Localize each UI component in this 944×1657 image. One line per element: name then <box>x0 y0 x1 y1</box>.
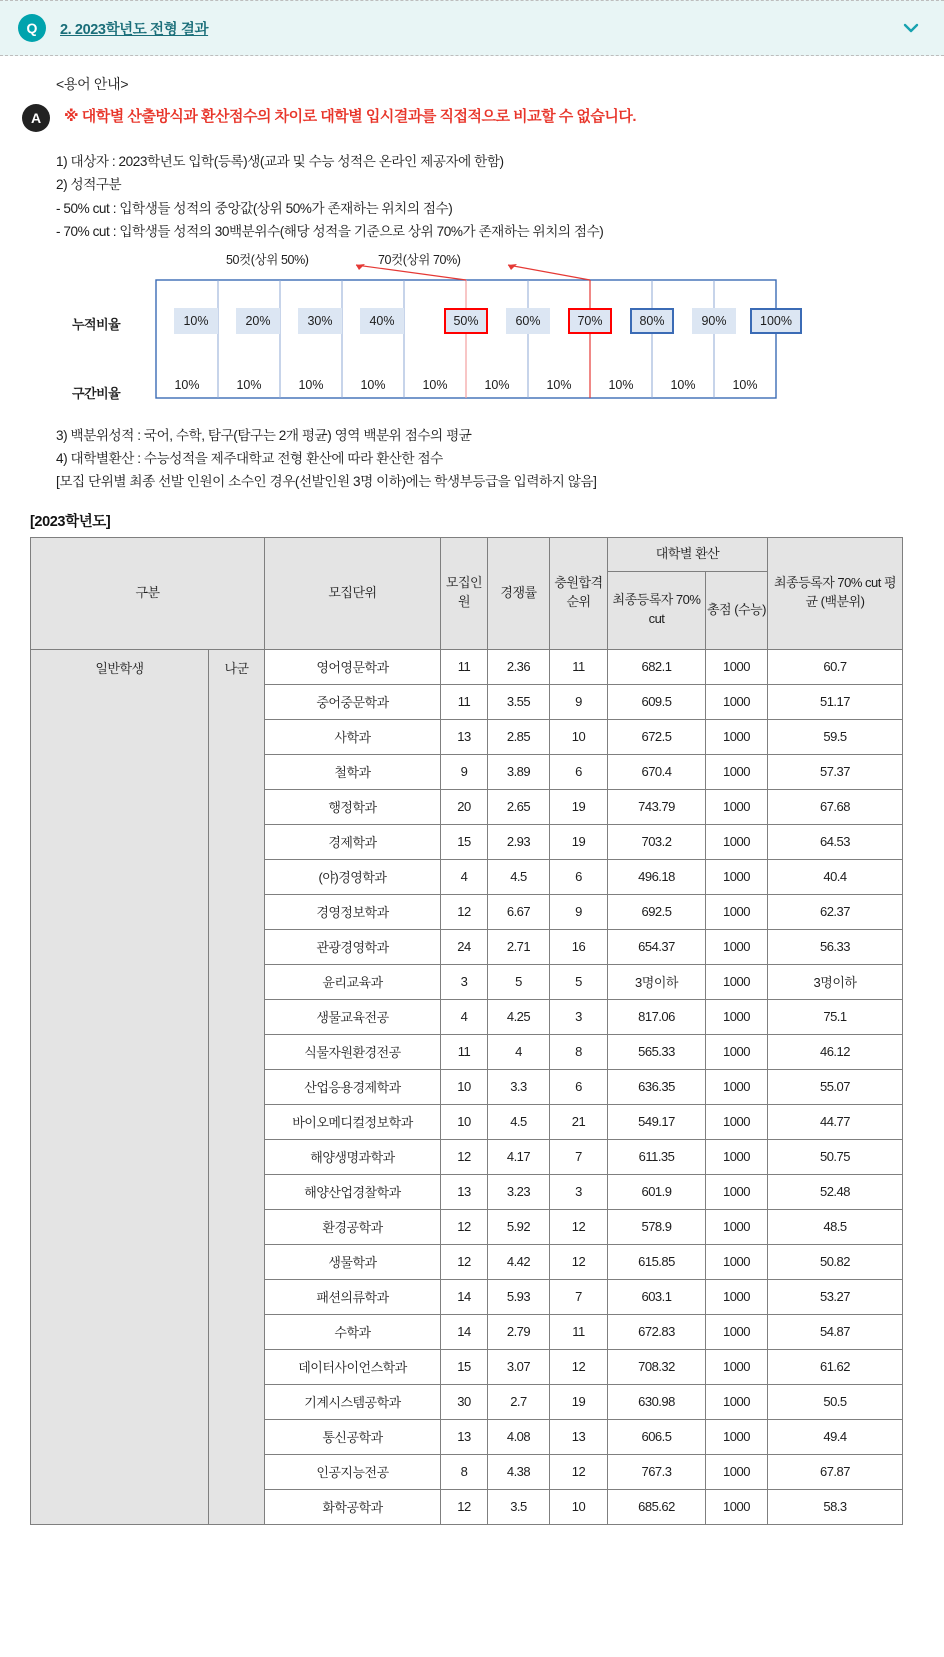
warning-text: ※ 대학별 산출방식과 환산점수의 차이로 대학별 입시결과를 직접적으로 비교할 수 없습니다. <box>64 108 637 125</box>
cell-capacity: 11 <box>441 684 488 719</box>
th-conversion-group: 대학별 환산 <box>608 537 768 571</box>
cell-percentile: 62.37 <box>768 894 903 929</box>
cell-fill-rank: 19 <box>550 789 608 824</box>
cell-unit: 철학과 <box>265 754 441 789</box>
cell-unit: 중어중문학과 <box>265 684 441 719</box>
th-gubun: 구분 <box>31 537 265 649</box>
cell-unit: 관광경영학과 <box>265 929 441 964</box>
cell-percentile: 49.4 <box>768 1419 903 1454</box>
cell-total: 1000 <box>706 719 768 754</box>
cell-fill-rank: 19 <box>550 824 608 859</box>
cell-cut70: 549.17 <box>608 1104 706 1139</box>
cell-capacity: 11 <box>441 649 488 684</box>
note-line: 2) 성적구분 <box>56 177 122 193</box>
cell-capacity: 14 <box>441 1314 488 1349</box>
cell-cut70: 743.79 <box>608 789 706 824</box>
cell-percentile: 56.33 <box>768 929 903 964</box>
cell-fill-rank: 13 <box>550 1419 608 1454</box>
cell-percentile: 64.53 <box>768 824 903 859</box>
answer-badge: A <box>22 104 50 132</box>
segment-cell: 10% <box>608 377 634 392</box>
segment-cell: 10% <box>484 377 510 392</box>
cell-percentile: 40.4 <box>768 859 903 894</box>
cell-capacity: 13 <box>441 1174 488 1209</box>
cell-fill-rank: 6 <box>550 1069 608 1104</box>
cell-ratio: 5 <box>488 964 550 999</box>
table-head <box>31 537 903 649</box>
cell-total: 1000 <box>706 964 768 999</box>
cell-total: 1000 <box>706 1349 768 1384</box>
cell-ratio: 4.38 <box>488 1454 550 1489</box>
cell-total: 1000 <box>706 1174 768 1209</box>
cell-total: 1000 <box>706 929 768 964</box>
cell-ratio: 4.25 <box>488 999 550 1034</box>
cell-total: 1000 <box>706 754 768 789</box>
cell-percentile: 52.48 <box>768 1174 903 1209</box>
cell-percentile: 44.77 <box>768 1104 903 1139</box>
note-line: - 70% cut : 입학생들 성적의 30백분위수(해당 성적을 기준으로 상위 70%가 존재하는 위치의 점수) <box>56 224 604 240</box>
cell-total: 1000 <box>706 1384 768 1419</box>
cell-total: 1000 <box>706 1314 768 1349</box>
cell-unit: 생물학과 <box>265 1244 441 1279</box>
accordion-header[interactable] <box>0 0 944 56</box>
cell-fill-rank: 11 <box>550 1314 608 1349</box>
cell-capacity: 15 <box>441 1349 488 1384</box>
cell-percentile: 67.68 <box>768 789 903 824</box>
cell-cut70: 609.5 <box>608 684 706 719</box>
cell-ratio: 3.3 <box>488 1069 550 1104</box>
cell-ratio: 4.08 <box>488 1419 550 1454</box>
cell-ratio: 2.36 <box>488 649 550 684</box>
cell-percentile: 57.37 <box>768 754 903 789</box>
cell-unit: 바이오메디컬정보학과 <box>265 1104 441 1139</box>
segment-cell: 10% <box>236 377 262 392</box>
cell-percentile: 46.12 <box>768 1034 903 1069</box>
cell-fill-rank: 11 <box>550 649 608 684</box>
cell-ratio: 5.93 <box>488 1279 550 1314</box>
cell-capacity: 30 <box>441 1384 488 1419</box>
cell-ratio: 4.5 <box>488 859 550 894</box>
cell-total: 1000 <box>706 1279 768 1314</box>
cell-ratio: 6.67 <box>488 894 550 929</box>
cell-total: 1000 <box>706 1104 768 1139</box>
cell-percentile: 60.7 <box>768 649 903 684</box>
cell-unit: 수학과 <box>265 1314 441 1349</box>
segment-cell: 10% <box>546 377 572 392</box>
label-cumulative-ratio: 누적비율 <box>72 316 121 332</box>
cell-capacity: 10 <box>441 1104 488 1139</box>
cell-fill-rank: 5 <box>550 964 608 999</box>
cell-capacity: 9 <box>441 754 488 789</box>
cell-ratio: 3.89 <box>488 754 550 789</box>
year-title: [2023학년도] <box>30 513 111 530</box>
cell-fill-rank: 9 <box>550 894 608 929</box>
cell-fill-rank: 10 <box>550 1489 608 1524</box>
accordion-body <box>0 56 944 1525</box>
cell-unit: 행정학과 <box>265 789 441 824</box>
cell-percentile: 50.5 <box>768 1384 903 1419</box>
chevron-down-icon[interactable] <box>900 17 922 39</box>
cell-unit: 생물교육전공 <box>265 999 441 1034</box>
cell-total: 1000 <box>706 1419 768 1454</box>
cell-fill-rank: 7 <box>550 1279 608 1314</box>
cumulative-cell: 90% <box>692 308 736 334</box>
cumulative-cell: 10% <box>174 308 218 334</box>
cell-unit: 통신공학과 <box>265 1419 441 1454</box>
cell-capacity: 15 <box>441 824 488 859</box>
cumulative-cell: 60% <box>506 308 550 334</box>
table-row <box>31 649 903 684</box>
cell-unit: 경영정보학과 <box>265 894 441 929</box>
cumulative-cell-80: 80% <box>630 308 674 334</box>
cell-cut70: 654.37 <box>608 929 706 964</box>
cell-cut70: 817.06 <box>608 999 706 1034</box>
cell-unit: 데이터사이언스학과 <box>265 1349 441 1384</box>
question-badge: Q <box>18 14 46 42</box>
page-title[interactable]: 2. 2023학년도 전형 결과 <box>60 21 209 38</box>
answer-row <box>22 104 922 132</box>
cell-unit: 사학과 <box>265 719 441 754</box>
cell-gubun: 일반학생 <box>31 649 209 1524</box>
note-line: - 50% cut : 입학생들 성적의 중앙값(상위 50%가 존재하는 위치의 점수) <box>56 200 453 216</box>
cell-capacity: 8 <box>441 1454 488 1489</box>
cell-capacity: 24 <box>441 929 488 964</box>
cell-total: 1000 <box>706 1489 768 1524</box>
cell-capacity: 13 <box>441 1419 488 1454</box>
cell-fill-rank: 3 <box>550 1174 608 1209</box>
cell-percentile: 67.87 <box>768 1454 903 1489</box>
segment-cell: 10% <box>174 377 200 392</box>
cell-unit: (야)경영학과 <box>265 859 441 894</box>
cell-total: 1000 <box>706 1069 768 1104</box>
cell-percentile: 75.1 <box>768 999 903 1034</box>
cell-total: 1000 <box>706 789 768 824</box>
cumulative-cell-50: 50% <box>444 308 488 334</box>
cell-total: 1000 <box>706 1209 768 1244</box>
table-body <box>31 649 903 1524</box>
segment-cell: 10% <box>670 377 696 392</box>
cell-fill-rank: 12 <box>550 1209 608 1244</box>
cell-fill-rank: 6 <box>550 859 608 894</box>
th-final-registered: 최종등록자 70% cut 평균 (백분위) <box>768 537 903 649</box>
segment-cell: 10% <box>422 377 448 392</box>
cell-percentile: 53.27 <box>768 1279 903 1314</box>
cell-unit: 경제학과 <box>265 824 441 859</box>
cumulative-cell-70: 70% <box>568 308 612 334</box>
cell-percentile: 54.87 <box>768 1314 903 1349</box>
cell-unit: 화학공학과 <box>265 1489 441 1524</box>
cumulative-cell: 40% <box>360 308 404 334</box>
cell-cut70: 615.85 <box>608 1244 706 1279</box>
cell-group-band: 나군 <box>209 649 265 1524</box>
cell-percentile: 50.82 <box>768 1244 903 1279</box>
cell-fill-rank: 19 <box>550 1384 608 1419</box>
cell-total: 1000 <box>706 824 768 859</box>
cell-cut70: 682.1 <box>608 649 706 684</box>
segment-cell: 10% <box>732 377 758 392</box>
cell-percentile: 58.3 <box>768 1489 903 1524</box>
th-conversion-70cut: 최종등록자 70% cut <box>608 571 706 649</box>
diagram-frame-svg <box>56 250 796 420</box>
cell-percentile: 55.07 <box>768 1069 903 1104</box>
cell-fill-rank: 7 <box>550 1139 608 1174</box>
cell-capacity: 12 <box>441 1209 488 1244</box>
cell-unit: 식물자원환경전공 <box>265 1034 441 1069</box>
cell-percentile: 48.5 <box>768 1209 903 1244</box>
th-unit: 모집단위 <box>265 537 441 649</box>
cell-capacity: 4 <box>441 859 488 894</box>
cell-fill-rank: 9 <box>550 684 608 719</box>
cell-ratio: 4 <box>488 1034 550 1069</box>
segment-cell: 10% <box>298 377 324 392</box>
cell-ratio: 2.93 <box>488 824 550 859</box>
cell-fill-rank: 8 <box>550 1034 608 1069</box>
cell-total: 1000 <box>706 894 768 929</box>
cell-cut70: 708.32 <box>608 1349 706 1384</box>
note-line: 3) 백분위성적 : 국어, 수학, 탐구(탐구는 2개 평균) 영역 백분위 점수의 평균 <box>56 427 472 443</box>
cell-total: 1000 <box>706 649 768 684</box>
cell-capacity: 12 <box>441 1244 488 1279</box>
cell-ratio: 4.42 <box>488 1244 550 1279</box>
cell-unit: 영어영문학과 <box>265 649 441 684</box>
cell-capacity: 10 <box>441 1069 488 1104</box>
cell-cut70: 565.33 <box>608 1034 706 1069</box>
cell-cut70: 496.18 <box>608 859 706 894</box>
cell-capacity: 3 <box>441 964 488 999</box>
cell-total: 1000 <box>706 684 768 719</box>
cell-capacity: 14 <box>441 1279 488 1314</box>
cell-capacity: 12 <box>441 1489 488 1524</box>
cell-ratio: 2.65 <box>488 789 550 824</box>
cumulative-cell-100: 100% <box>750 308 802 334</box>
cell-capacity: 20 <box>441 789 488 824</box>
cell-percentile: 3명이하 <box>768 964 903 999</box>
cell-fill-rank: 3 <box>550 999 608 1034</box>
th-conversion-total: 총점 (수능) <box>706 571 768 649</box>
cell-capacity: 13 <box>441 719 488 754</box>
cumulative-cell: 30% <box>298 308 342 334</box>
segment-cell: 10% <box>360 377 386 392</box>
cell-fill-rank: 21 <box>550 1104 608 1139</box>
admission-results-table <box>30 537 903 1525</box>
term-guide-label: <용어 안내> <box>56 76 129 92</box>
cell-capacity: 11 <box>441 1034 488 1069</box>
cell-capacity: 12 <box>441 1139 488 1174</box>
notes-top <box>56 150 922 244</box>
callout-70cut: 70컷(상위 70%) <box>378 252 461 267</box>
cell-ratio: 4.5 <box>488 1104 550 1139</box>
cell-cut70: 692.5 <box>608 894 706 929</box>
header-row-1 <box>31 537 903 571</box>
cell-total: 1000 <box>706 1034 768 1069</box>
note-line: 4) 대학별환산 : 수능성적을 제주대학교 전형 환산에 따라 환산한 점수 <box>56 450 443 466</box>
cell-percentile: 51.17 <box>768 684 903 719</box>
cell-total: 1000 <box>706 1454 768 1489</box>
cell-unit: 해양생명과학과 <box>265 1139 441 1174</box>
cell-ratio: 3.23 <box>488 1174 550 1209</box>
cell-cut70: 603.1 <box>608 1279 706 1314</box>
cell-total: 1000 <box>706 1139 768 1174</box>
th-capacity: 모집인원 <box>441 537 488 649</box>
cell-unit: 환경공학과 <box>265 1209 441 1244</box>
th-ratio: 경쟁률 <box>488 537 550 649</box>
percentile-diagram <box>56 250 796 420</box>
cell-ratio: 3.5 <box>488 1489 550 1524</box>
notes-bottom <box>56 424 922 494</box>
cell-total: 1000 <box>706 859 768 894</box>
cell-ratio: 3.07 <box>488 1349 550 1384</box>
cell-unit: 패션의류학과 <box>265 1279 441 1314</box>
cell-ratio: 2.79 <box>488 1314 550 1349</box>
callout-50cut: 50컷(상위 50%) <box>226 252 309 267</box>
cell-total: 1000 <box>706 1244 768 1279</box>
cell-percentile: 59.5 <box>768 719 903 754</box>
cell-ratio: 5.92 <box>488 1209 550 1244</box>
cell-cut70: 636.35 <box>608 1069 706 1104</box>
cell-unit: 기계시스템공학과 <box>265 1384 441 1419</box>
cell-fill-rank: 16 <box>550 929 608 964</box>
note-line: 1) 대상자 : 2023학년도 입학(등록)생(교과 및 수능 성적은 온라인 제공자에 한함) <box>56 154 504 169</box>
cell-ratio: 2.7 <box>488 1384 550 1419</box>
cell-fill-rank: 12 <box>550 1454 608 1489</box>
cell-fill-rank: 6 <box>550 754 608 789</box>
cell-ratio: 3.55 <box>488 684 550 719</box>
cell-cut70: 606.5 <box>608 1419 706 1454</box>
cell-cut70: 703.2 <box>608 824 706 859</box>
cell-capacity: 12 <box>441 894 488 929</box>
label-segment-ratio: 구간비율 <box>72 385 121 401</box>
cell-cut70: 767.3 <box>608 1454 706 1489</box>
cell-percentile: 50.75 <box>768 1139 903 1174</box>
cell-ratio: 2.71 <box>488 929 550 964</box>
cell-cut70: 672.83 <box>608 1314 706 1349</box>
cell-unit: 인공지능전공 <box>265 1454 441 1489</box>
cell-ratio: 4.17 <box>488 1139 550 1174</box>
cell-cut70: 672.5 <box>608 719 706 754</box>
cell-ratio: 2.85 <box>488 719 550 754</box>
cell-percentile: 61.62 <box>768 1349 903 1384</box>
cell-cut70: 578.9 <box>608 1209 706 1244</box>
cell-cut70: 630.98 <box>608 1384 706 1419</box>
cell-fill-rank: 10 <box>550 719 608 754</box>
cell-cut70: 601.9 <box>608 1174 706 1209</box>
cell-cut70: 3명이하 <box>608 964 706 999</box>
cell-unit: 윤리교육과 <box>265 964 441 999</box>
cell-capacity: 4 <box>441 999 488 1034</box>
th-fill-rank: 충원합격순위 <box>550 537 608 649</box>
cell-unit: 해양산업경찰학과 <box>265 1174 441 1209</box>
cell-cut70: 611.35 <box>608 1139 706 1174</box>
cell-cut70: 670.4 <box>608 754 706 789</box>
cell-fill-rank: 12 <box>550 1349 608 1384</box>
cell-cut70: 685.62 <box>608 1489 706 1524</box>
cell-unit: 산업응용경제학과 <box>265 1069 441 1104</box>
note-line: [모집 단위별 최종 선발 인원이 소수인 경우(선발인원 3명 이하)에는 학생부등급을 입력하지 않음] <box>56 474 597 490</box>
cell-fill-rank: 12 <box>550 1244 608 1279</box>
cell-total: 1000 <box>706 999 768 1034</box>
cumulative-cell: 20% <box>236 308 280 334</box>
